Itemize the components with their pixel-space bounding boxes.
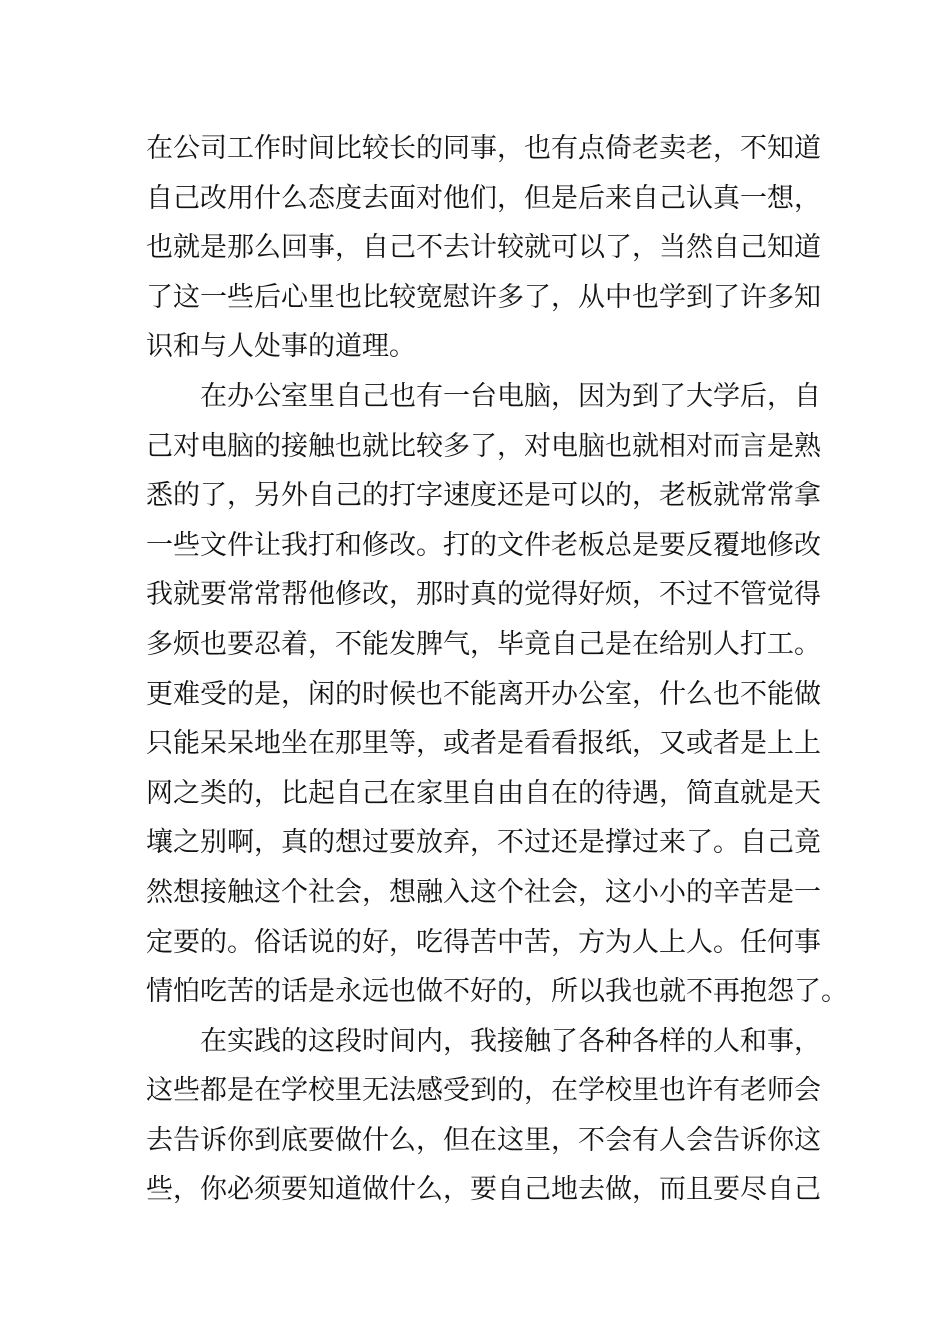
- text-line: 更难受的是，闲的时候也不能离开办公室，什么也不能做: [146, 678, 821, 710]
- text-line: 自己改用什么态度去面对他们，但是后来自己认真一想，: [146, 182, 821, 214]
- text-line: 壤之别啊，真的想过要放弃，不过还是撑过来了。自己竟: [146, 827, 821, 859]
- text-line: 只能呆呆地坐在那里等，或者是看看报纸，又或者是上上: [146, 728, 821, 760]
- body-text: [146, 124, 848, 1215]
- text-line: 多烦也要忍着，不能发脾气，毕竟自己是在给别人打工。: [146, 628, 821, 660]
- paragraph-start-line: 在实践的这段时间内，我接触了各种各样的人和事，: [200, 1025, 821, 1057]
- text-line: 己对电脑的接触也就比较多了，对电脑也就相对而言是熟: [146, 430, 821, 462]
- text-line: 些，你必须要知道做什么，要自己地去做，而且要尽自己: [146, 1174, 821, 1206]
- paragraph-start-line: 在办公室里自己也有一台电脑，因为到了大学后，自: [200, 380, 821, 412]
- text-line: 了这一些后心里也比较宽慰许多了，从中也学到了许多知: [146, 281, 821, 313]
- text-line: 这些都是在学校里无法感受到的，在学校里也许有老师会: [146, 1075, 821, 1107]
- text-line: 定要的。俗话说的好，吃得苦中苦，方为人上人。任何事: [146, 926, 821, 958]
- text-line: 我就要常常帮他修改，那时真的觉得好烦，不过不管觉得: [146, 579, 821, 611]
- text-line: 悉的了，另外自己的打字速度还是可以的，老板就常常拿: [146, 480, 821, 512]
- text-line: 也就是那么回事，自己不去计较就可以了，当然自己知道: [146, 232, 821, 264]
- text-line: 情怕吃苦的话是永远也做不好的，所以我也就不再抱怨了。: [146, 976, 848, 1008]
- text-line: 去告诉你到底要做什么，但在这里，不会有人会告诉你这: [146, 1124, 821, 1156]
- text-line: 然想接触这个社会，想融入这个社会，这小小的辛苦是一: [146, 876, 821, 908]
- text-line: 一些文件让我打和修改。打的文件老板总是要反覆地修改: [146, 529, 821, 561]
- text-line: 在公司工作时间比较长的同事，也有点倚老卖老，不知道: [146, 133, 821, 164]
- text-line: 网之类的，比起自己在家里自由自在的待遇，简直就是天: [146, 777, 821, 809]
- text-line: 识和与人处事的道理。: [146, 331, 416, 363]
